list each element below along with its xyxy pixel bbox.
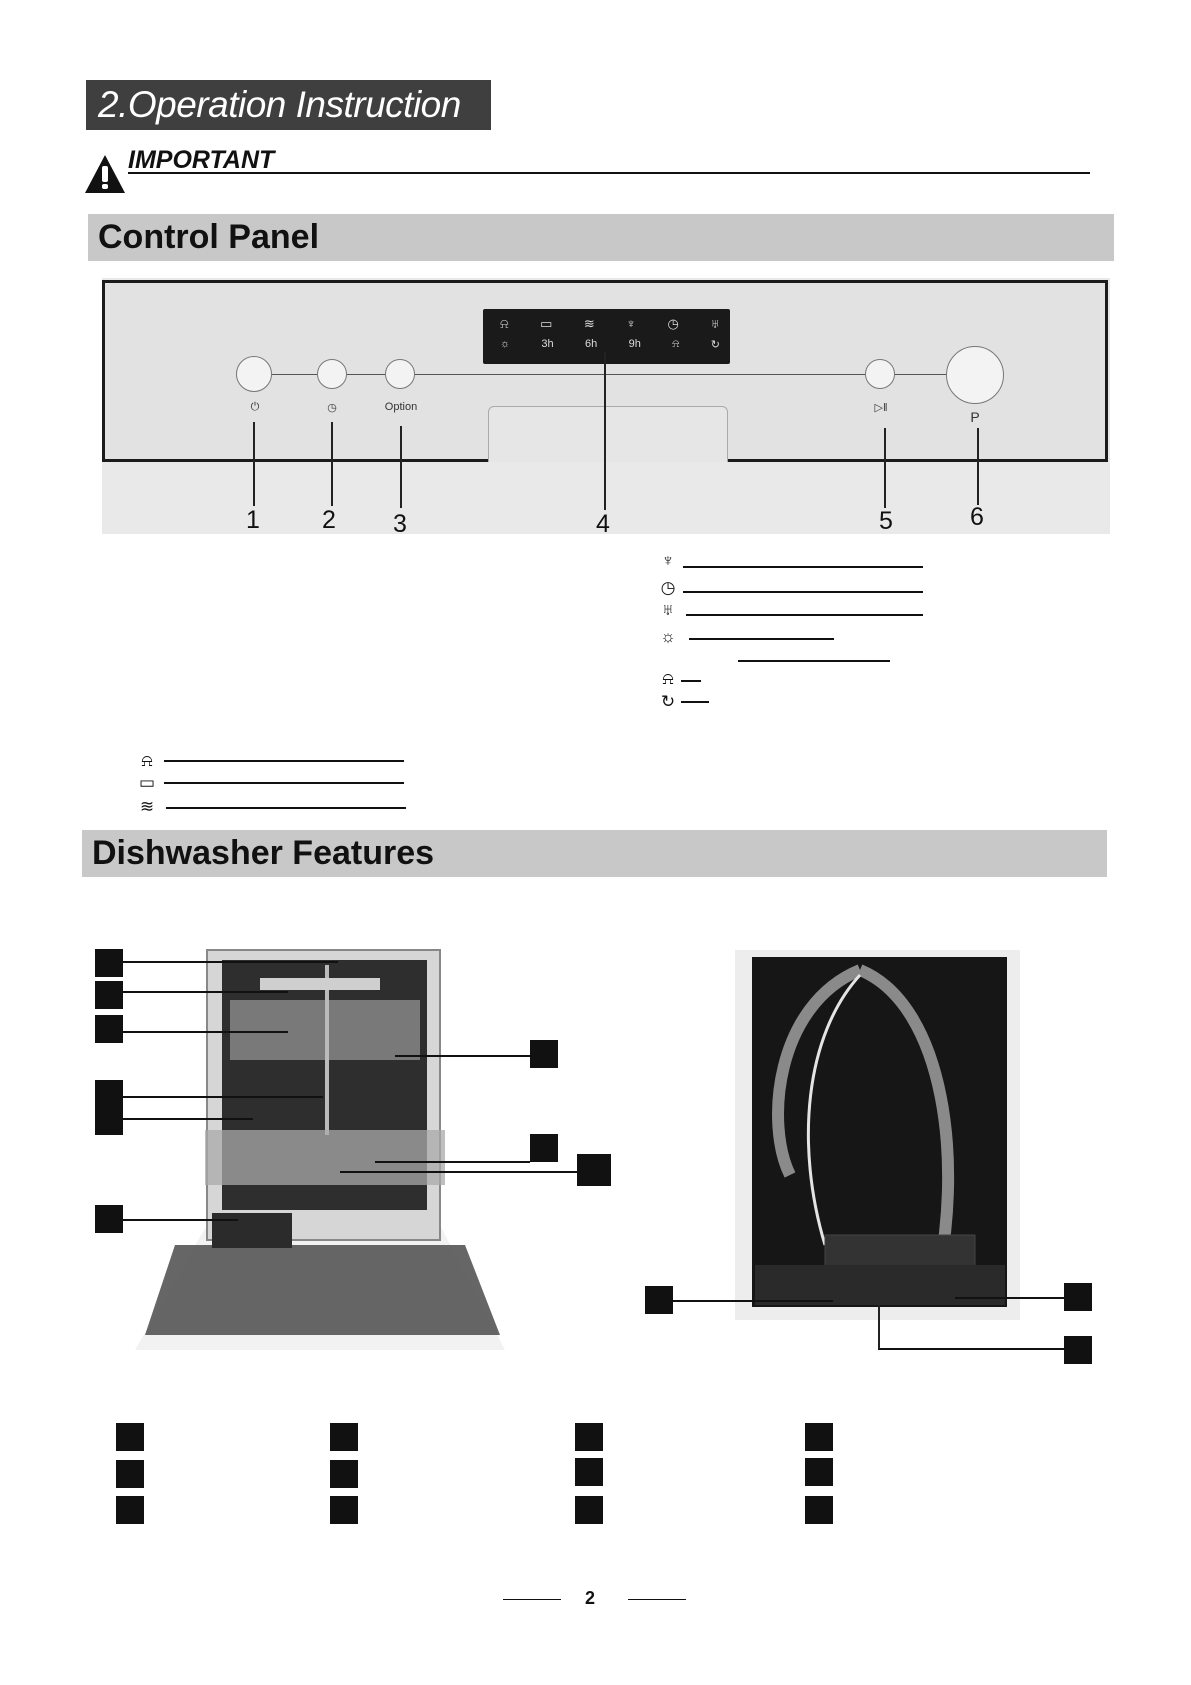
legend-line — [164, 782, 404, 784]
play-pause-icon: ▷‖ — [874, 402, 888, 414]
callout-line — [123, 961, 338, 963]
pot-icon: ⍾ — [662, 669, 674, 688]
callout-line-1 — [253, 422, 255, 506]
legend-line — [166, 807, 406, 809]
legend-line — [689, 638, 834, 640]
key-marker — [805, 1458, 833, 1486]
sun-icon: ☼ — [660, 627, 676, 646]
legend-line — [164, 760, 404, 762]
callout-line — [673, 1300, 833, 1302]
callout-line — [878, 1348, 1064, 1350]
callout-number-5: 5 — [879, 507, 893, 535]
callout-line — [123, 1096, 323, 1098]
program-label: P — [970, 409, 980, 425]
delay-6h-indicator: 6h — [585, 338, 598, 350]
callout-number-6: 6 — [970, 503, 984, 531]
pot-icon: ⍾ — [672, 338, 680, 350]
callout-marker — [95, 1107, 123, 1135]
callout-number-4: 4 — [596, 510, 610, 538]
key-marker — [575, 1496, 603, 1524]
glass-star-icon: ♆ — [661, 551, 675, 570]
callout-marker — [95, 1205, 123, 1233]
legend-line — [681, 701, 709, 703]
callout-number-1: 1 — [246, 506, 260, 534]
key-marker — [116, 1423, 144, 1451]
key-marker — [575, 1423, 603, 1451]
section-title: 2.Operation Instruction — [86, 80, 491, 130]
page-number-rule — [628, 1599, 686, 1600]
legend-line — [686, 614, 923, 616]
page-number-rule — [503, 1599, 561, 1600]
dishwasher-front-photo — [130, 945, 510, 1350]
legend-line — [738, 660, 890, 662]
callout-number-3: 3 — [393, 510, 407, 538]
callout-number-2: 2 — [322, 506, 336, 534]
important-underline — [128, 172, 1090, 174]
delay-button[interactable] — [317, 359, 347, 389]
display-bottom-labels — [500, 338, 720, 351]
callout-marker — [95, 981, 123, 1009]
callout-line — [123, 1031, 288, 1033]
key-marker — [575, 1458, 603, 1486]
glass-cup-icon: ♅ — [710, 316, 720, 331]
panel-button-line — [253, 374, 953, 375]
glass-star-icon: ♆ — [626, 316, 636, 331]
stack-icon: ≋ — [583, 316, 595, 331]
key-marker — [330, 1423, 358, 1451]
callout-marker — [530, 1040, 558, 1068]
legend-line — [681, 680, 701, 682]
glass-cup-icon: ♅ — [661, 600, 675, 619]
program-button[interactable] — [946, 346, 1004, 404]
callout-line-4 — [604, 352, 606, 510]
dishwasher-back-photo — [735, 945, 1020, 1325]
key-marker — [330, 1496, 358, 1524]
callout-line-3 — [400, 426, 402, 508]
legend-line — [683, 566, 923, 568]
key-marker — [116, 1496, 144, 1524]
bowl-icon: ▭ — [138, 773, 156, 792]
callout-marker — [95, 1015, 123, 1043]
callout-marker — [645, 1286, 673, 1314]
key-marker — [116, 1460, 144, 1488]
callout-line-6 — [977, 428, 979, 505]
pot-icon: ⍾ — [500, 316, 509, 331]
key-marker — [805, 1496, 833, 1524]
door-handle-recess — [488, 406, 728, 462]
callout-marker — [577, 1154, 611, 1186]
stack-icon: ≋ — [139, 797, 155, 816]
important-label: IMPORTANT — [128, 146, 275, 174]
rinse-icon: ↻ — [710, 339, 720, 351]
key-marker — [330, 1460, 358, 1488]
callout-marker — [1064, 1283, 1092, 1311]
clock-icon: ◷ — [327, 402, 337, 414]
callout-line — [395, 1055, 530, 1057]
callout-line — [375, 1161, 530, 1163]
display-top-icons — [500, 316, 720, 332]
callout-line — [878, 1305, 880, 1349]
power-icon: ⏻ — [250, 401, 260, 413]
start-pause-button[interactable] — [865, 359, 895, 389]
warning-icon — [84, 154, 126, 194]
power-button[interactable] — [236, 356, 272, 392]
sun-icon: ☼ — [500, 338, 511, 350]
callout-line — [123, 991, 288, 993]
key-marker — [805, 1423, 833, 1451]
clock-90-icon: ◷ — [660, 578, 676, 597]
callout-line — [340, 1171, 577, 1173]
control-panel-heading: Control Panel — [88, 214, 1114, 261]
callout-marker — [530, 1134, 558, 1162]
callout-line — [955, 1297, 1064, 1299]
option-button[interactable] — [385, 359, 415, 389]
dishwasher-features-heading: Dishwasher Features — [82, 830, 1107, 877]
callout-marker — [95, 1080, 123, 1108]
callout-line-2 — [331, 422, 333, 506]
bowl-icon: ▭ — [540, 316, 553, 331]
rinse-icon: ↻ — [660, 692, 676, 711]
callout-marker — [1064, 1336, 1092, 1364]
delay-9h-indicator: 9h — [628, 338, 641, 350]
clock-90-icon: ◷ — [667, 316, 679, 331]
callout-line — [123, 1219, 238, 1221]
legend-line — [683, 591, 923, 593]
callout-marker — [95, 949, 123, 977]
pot-icon: ⍾ — [141, 751, 153, 770]
callout-line — [123, 1118, 253, 1120]
callout-line-5 — [884, 428, 886, 508]
option-label: Option — [384, 401, 418, 413]
delay-3h-indicator: 3h — [541, 338, 554, 350]
page-number: 2 — [584, 1588, 595, 1608]
